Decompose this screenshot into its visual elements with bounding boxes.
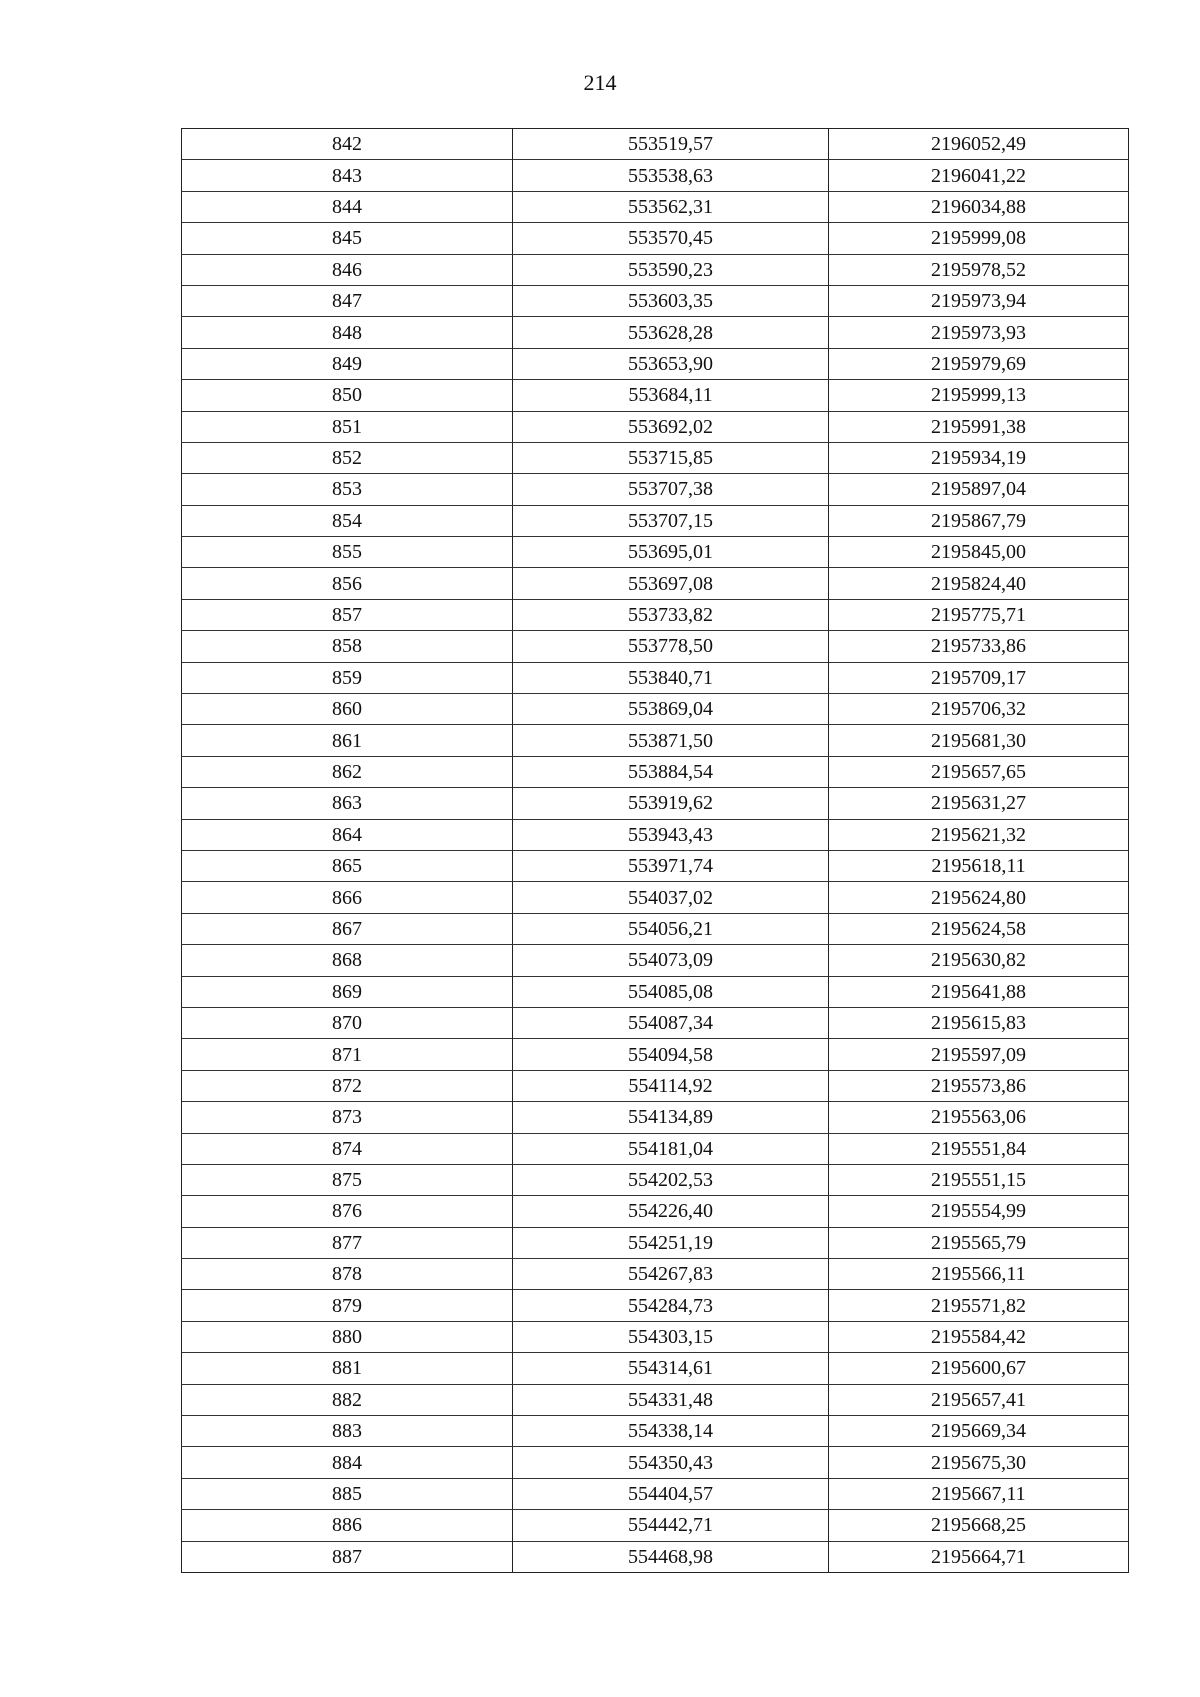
x-coordinate-cell: 553733,82 [513, 599, 829, 630]
y-coordinate-cell: 2195978,52 [829, 254, 1129, 285]
table-row [182, 1007, 1129, 1038]
point-number-cell: 878 [182, 1259, 513, 1290]
point-number-cell: 860 [182, 694, 513, 725]
x-coordinate-cell: 553538,63 [513, 160, 829, 191]
table-row [182, 662, 1129, 693]
x-coordinate-cell: 553971,74 [513, 850, 829, 881]
table-row [182, 1541, 1129, 1572]
y-coordinate-cell: 2195551,84 [829, 1133, 1129, 1164]
table-row [182, 1478, 1129, 1509]
x-coordinate-cell: 553562,31 [513, 191, 829, 222]
table-row [182, 254, 1129, 285]
table-row [182, 1510, 1129, 1541]
table-row [182, 788, 1129, 819]
table-row [182, 1259, 1129, 1290]
x-coordinate-cell: 553943,43 [513, 819, 829, 850]
point-number-cell: 859 [182, 662, 513, 693]
table-row [182, 317, 1129, 348]
x-coordinate-cell: 554226,40 [513, 1196, 829, 1227]
point-number-cell: 848 [182, 317, 513, 348]
point-number-cell: 844 [182, 191, 513, 222]
point-number-cell: 868 [182, 945, 513, 976]
x-coordinate-cell: 553840,71 [513, 662, 829, 693]
point-number-cell: 886 [182, 1510, 513, 1541]
x-coordinate-cell: 553884,54 [513, 756, 829, 787]
y-coordinate-cell: 2195624,80 [829, 882, 1129, 913]
point-number-cell: 866 [182, 882, 513, 913]
table-row [182, 882, 1129, 913]
point-number-cell: 842 [182, 129, 513, 160]
point-number-cell: 870 [182, 1007, 513, 1038]
point-number-cell: 851 [182, 411, 513, 442]
y-coordinate-cell: 2195631,27 [829, 788, 1129, 819]
x-coordinate-cell: 554404,57 [513, 1478, 829, 1509]
y-coordinate-cell: 2195571,82 [829, 1290, 1129, 1321]
table-row [182, 694, 1129, 725]
y-coordinate-cell: 2195897,04 [829, 474, 1129, 505]
table-row [182, 599, 1129, 630]
page-number: 214 [583, 70, 617, 95]
y-coordinate-cell: 2195991,38 [829, 411, 1129, 442]
x-coordinate-cell: 553692,02 [513, 411, 829, 442]
x-coordinate-cell: 553684,11 [513, 380, 829, 411]
table-row [182, 129, 1129, 160]
point-number-cell: 871 [182, 1039, 513, 1070]
x-coordinate-cell: 553570,45 [513, 223, 829, 254]
table-row [182, 380, 1129, 411]
point-number-cell: 858 [182, 631, 513, 662]
table-row [182, 285, 1129, 316]
point-number-cell: 872 [182, 1070, 513, 1101]
table-row [182, 442, 1129, 473]
y-coordinate-cell: 2195657,65 [829, 756, 1129, 787]
point-number-cell: 869 [182, 976, 513, 1007]
point-number-cell: 855 [182, 537, 513, 568]
x-coordinate-cell: 553715,85 [513, 442, 829, 473]
x-coordinate-cell: 554284,73 [513, 1290, 829, 1321]
table-row [182, 1290, 1129, 1321]
point-number-cell: 852 [182, 442, 513, 473]
point-number-cell: 879 [182, 1290, 513, 1321]
x-coordinate-cell: 554442,71 [513, 1510, 829, 1541]
x-coordinate-cell: 553603,35 [513, 285, 829, 316]
point-number-cell: 862 [182, 756, 513, 787]
table-row [182, 568, 1129, 599]
x-coordinate-cell: 554094,58 [513, 1039, 829, 1070]
x-coordinate-cell: 553707,15 [513, 505, 829, 536]
table-row [182, 191, 1129, 222]
y-coordinate-cell: 2195733,86 [829, 631, 1129, 662]
point-number-cell: 857 [182, 599, 513, 630]
table-row [182, 1416, 1129, 1447]
x-coordinate-cell: 554134,89 [513, 1102, 829, 1133]
point-number-cell: 867 [182, 913, 513, 944]
y-coordinate-cell: 2195657,41 [829, 1384, 1129, 1415]
x-coordinate-cell: 554267,83 [513, 1259, 829, 1290]
y-coordinate-cell: 2195621,32 [829, 819, 1129, 850]
y-coordinate-cell: 2195979,69 [829, 348, 1129, 379]
point-number-cell: 884 [182, 1447, 513, 1478]
table-row [182, 1227, 1129, 1258]
x-coordinate-cell: 553871,50 [513, 725, 829, 756]
x-coordinate-cell: 554331,48 [513, 1384, 829, 1415]
y-coordinate-cell: 2195999,08 [829, 223, 1129, 254]
table-row [182, 913, 1129, 944]
y-coordinate-cell: 2195615,83 [829, 1007, 1129, 1038]
table-row [182, 1133, 1129, 1164]
x-coordinate-cell: 553697,08 [513, 568, 829, 599]
point-number-cell: 845 [182, 223, 513, 254]
point-number-cell: 873 [182, 1102, 513, 1133]
y-coordinate-cell: 2195630,82 [829, 945, 1129, 976]
table-row [182, 976, 1129, 1007]
table-row [182, 160, 1129, 191]
table-row [182, 725, 1129, 756]
x-coordinate-cell: 554073,09 [513, 945, 829, 976]
y-coordinate-cell: 2195667,11 [829, 1478, 1129, 1509]
point-number-cell: 846 [182, 254, 513, 285]
y-coordinate-cell: 2195664,71 [829, 1541, 1129, 1572]
x-coordinate-cell: 553778,50 [513, 631, 829, 662]
y-coordinate-cell: 2196052,49 [829, 129, 1129, 160]
y-coordinate-cell: 2195624,58 [829, 913, 1129, 944]
y-coordinate-cell: 2195618,11 [829, 850, 1129, 881]
y-coordinate-cell: 2195706,32 [829, 694, 1129, 725]
table-row [182, 223, 1129, 254]
x-coordinate-cell: 553590,23 [513, 254, 829, 285]
table-row [182, 1321, 1129, 1352]
y-coordinate-cell: 2195566,11 [829, 1259, 1129, 1290]
table-row [182, 945, 1129, 976]
y-coordinate-cell: 2195563,06 [829, 1102, 1129, 1133]
y-coordinate-cell: 2195845,00 [829, 537, 1129, 568]
y-coordinate-cell: 2195824,40 [829, 568, 1129, 599]
point-number-cell: 876 [182, 1196, 513, 1227]
point-number-cell: 881 [182, 1353, 513, 1384]
y-coordinate-cell: 2195675,30 [829, 1447, 1129, 1478]
table-row [182, 1447, 1129, 1478]
y-coordinate-cell: 2195669,34 [829, 1416, 1129, 1447]
table-row [182, 505, 1129, 536]
point-number-cell: 883 [182, 1416, 513, 1447]
x-coordinate-cell: 553653,90 [513, 348, 829, 379]
y-coordinate-cell: 2195597,09 [829, 1039, 1129, 1070]
table-row [182, 756, 1129, 787]
y-coordinate-cell: 2195641,88 [829, 976, 1129, 1007]
table-row [182, 1070, 1129, 1101]
x-coordinate-cell: 553519,57 [513, 129, 829, 160]
point-number-cell: 843 [182, 160, 513, 191]
x-coordinate-cell: 554056,21 [513, 913, 829, 944]
point-number-cell: 874 [182, 1133, 513, 1164]
point-number-cell: 882 [182, 1384, 513, 1415]
x-coordinate-cell: 554303,15 [513, 1321, 829, 1352]
y-coordinate-cell: 2195573,86 [829, 1070, 1129, 1101]
point-number-cell: 853 [182, 474, 513, 505]
point-number-cell: 880 [182, 1321, 513, 1352]
y-coordinate-cell: 2195681,30 [829, 725, 1129, 756]
x-coordinate-cell: 554087,34 [513, 1007, 829, 1038]
y-coordinate-cell: 2195999,13 [829, 380, 1129, 411]
y-coordinate-cell: 2195668,25 [829, 1510, 1129, 1541]
coordinates-table-body [182, 129, 1129, 1573]
x-coordinate-cell: 554468,98 [513, 1541, 829, 1572]
x-coordinate-cell: 554251,19 [513, 1227, 829, 1258]
x-coordinate-cell: 554037,02 [513, 882, 829, 913]
table-row [182, 819, 1129, 850]
y-coordinate-cell: 2195565,79 [829, 1227, 1129, 1258]
x-coordinate-cell: 554085,08 [513, 976, 829, 1007]
y-coordinate-cell: 2195775,71 [829, 599, 1129, 630]
point-number-cell: 856 [182, 568, 513, 599]
point-number-cell: 865 [182, 850, 513, 881]
x-coordinate-cell: 553869,04 [513, 694, 829, 725]
x-coordinate-cell: 554350,43 [513, 1447, 829, 1478]
table-row [182, 1102, 1129, 1133]
table-row [182, 631, 1129, 662]
point-number-cell: 863 [182, 788, 513, 819]
point-number-cell: 847 [182, 285, 513, 316]
point-number-cell: 877 [182, 1227, 513, 1258]
x-coordinate-cell: 553628,28 [513, 317, 829, 348]
table-row [182, 411, 1129, 442]
point-number-cell: 875 [182, 1164, 513, 1195]
x-coordinate-cell: 553695,01 [513, 537, 829, 568]
x-coordinate-cell: 554314,61 [513, 1353, 829, 1384]
table-row [182, 348, 1129, 379]
x-coordinate-cell: 554181,04 [513, 1133, 829, 1164]
y-coordinate-cell: 2195973,93 [829, 317, 1129, 348]
table-row [182, 1164, 1129, 1195]
y-coordinate-cell: 2196034,88 [829, 191, 1129, 222]
table-row [182, 537, 1129, 568]
point-number-cell: 861 [182, 725, 513, 756]
x-coordinate-cell: 554202,53 [513, 1164, 829, 1195]
y-coordinate-cell: 2195554,99 [829, 1196, 1129, 1227]
table-row [182, 850, 1129, 881]
y-coordinate-cell: 2195551,15 [829, 1164, 1129, 1195]
table-row [182, 1196, 1129, 1227]
table-row [182, 1039, 1129, 1070]
y-coordinate-cell: 2195973,94 [829, 285, 1129, 316]
coordinates-table [181, 128, 1129, 1573]
y-coordinate-cell: 2196041,22 [829, 160, 1129, 191]
x-coordinate-cell: 553707,38 [513, 474, 829, 505]
y-coordinate-cell: 2195600,67 [829, 1353, 1129, 1384]
table-row [182, 1384, 1129, 1415]
point-number-cell: 850 [182, 380, 513, 411]
table-row [182, 1353, 1129, 1384]
point-number-cell: 885 [182, 1478, 513, 1509]
x-coordinate-cell: 553919,62 [513, 788, 829, 819]
x-coordinate-cell: 554338,14 [513, 1416, 829, 1447]
y-coordinate-cell: 2195867,79 [829, 505, 1129, 536]
point-number-cell: 887 [182, 1541, 513, 1572]
point-number-cell: 864 [182, 819, 513, 850]
table-row [182, 474, 1129, 505]
y-coordinate-cell: 2195584,42 [829, 1321, 1129, 1352]
y-coordinate-cell: 2195934,19 [829, 442, 1129, 473]
point-number-cell: 854 [182, 505, 513, 536]
x-coordinate-cell: 554114,92 [513, 1070, 829, 1101]
y-coordinate-cell: 2195709,17 [829, 662, 1129, 693]
point-number-cell: 849 [182, 348, 513, 379]
